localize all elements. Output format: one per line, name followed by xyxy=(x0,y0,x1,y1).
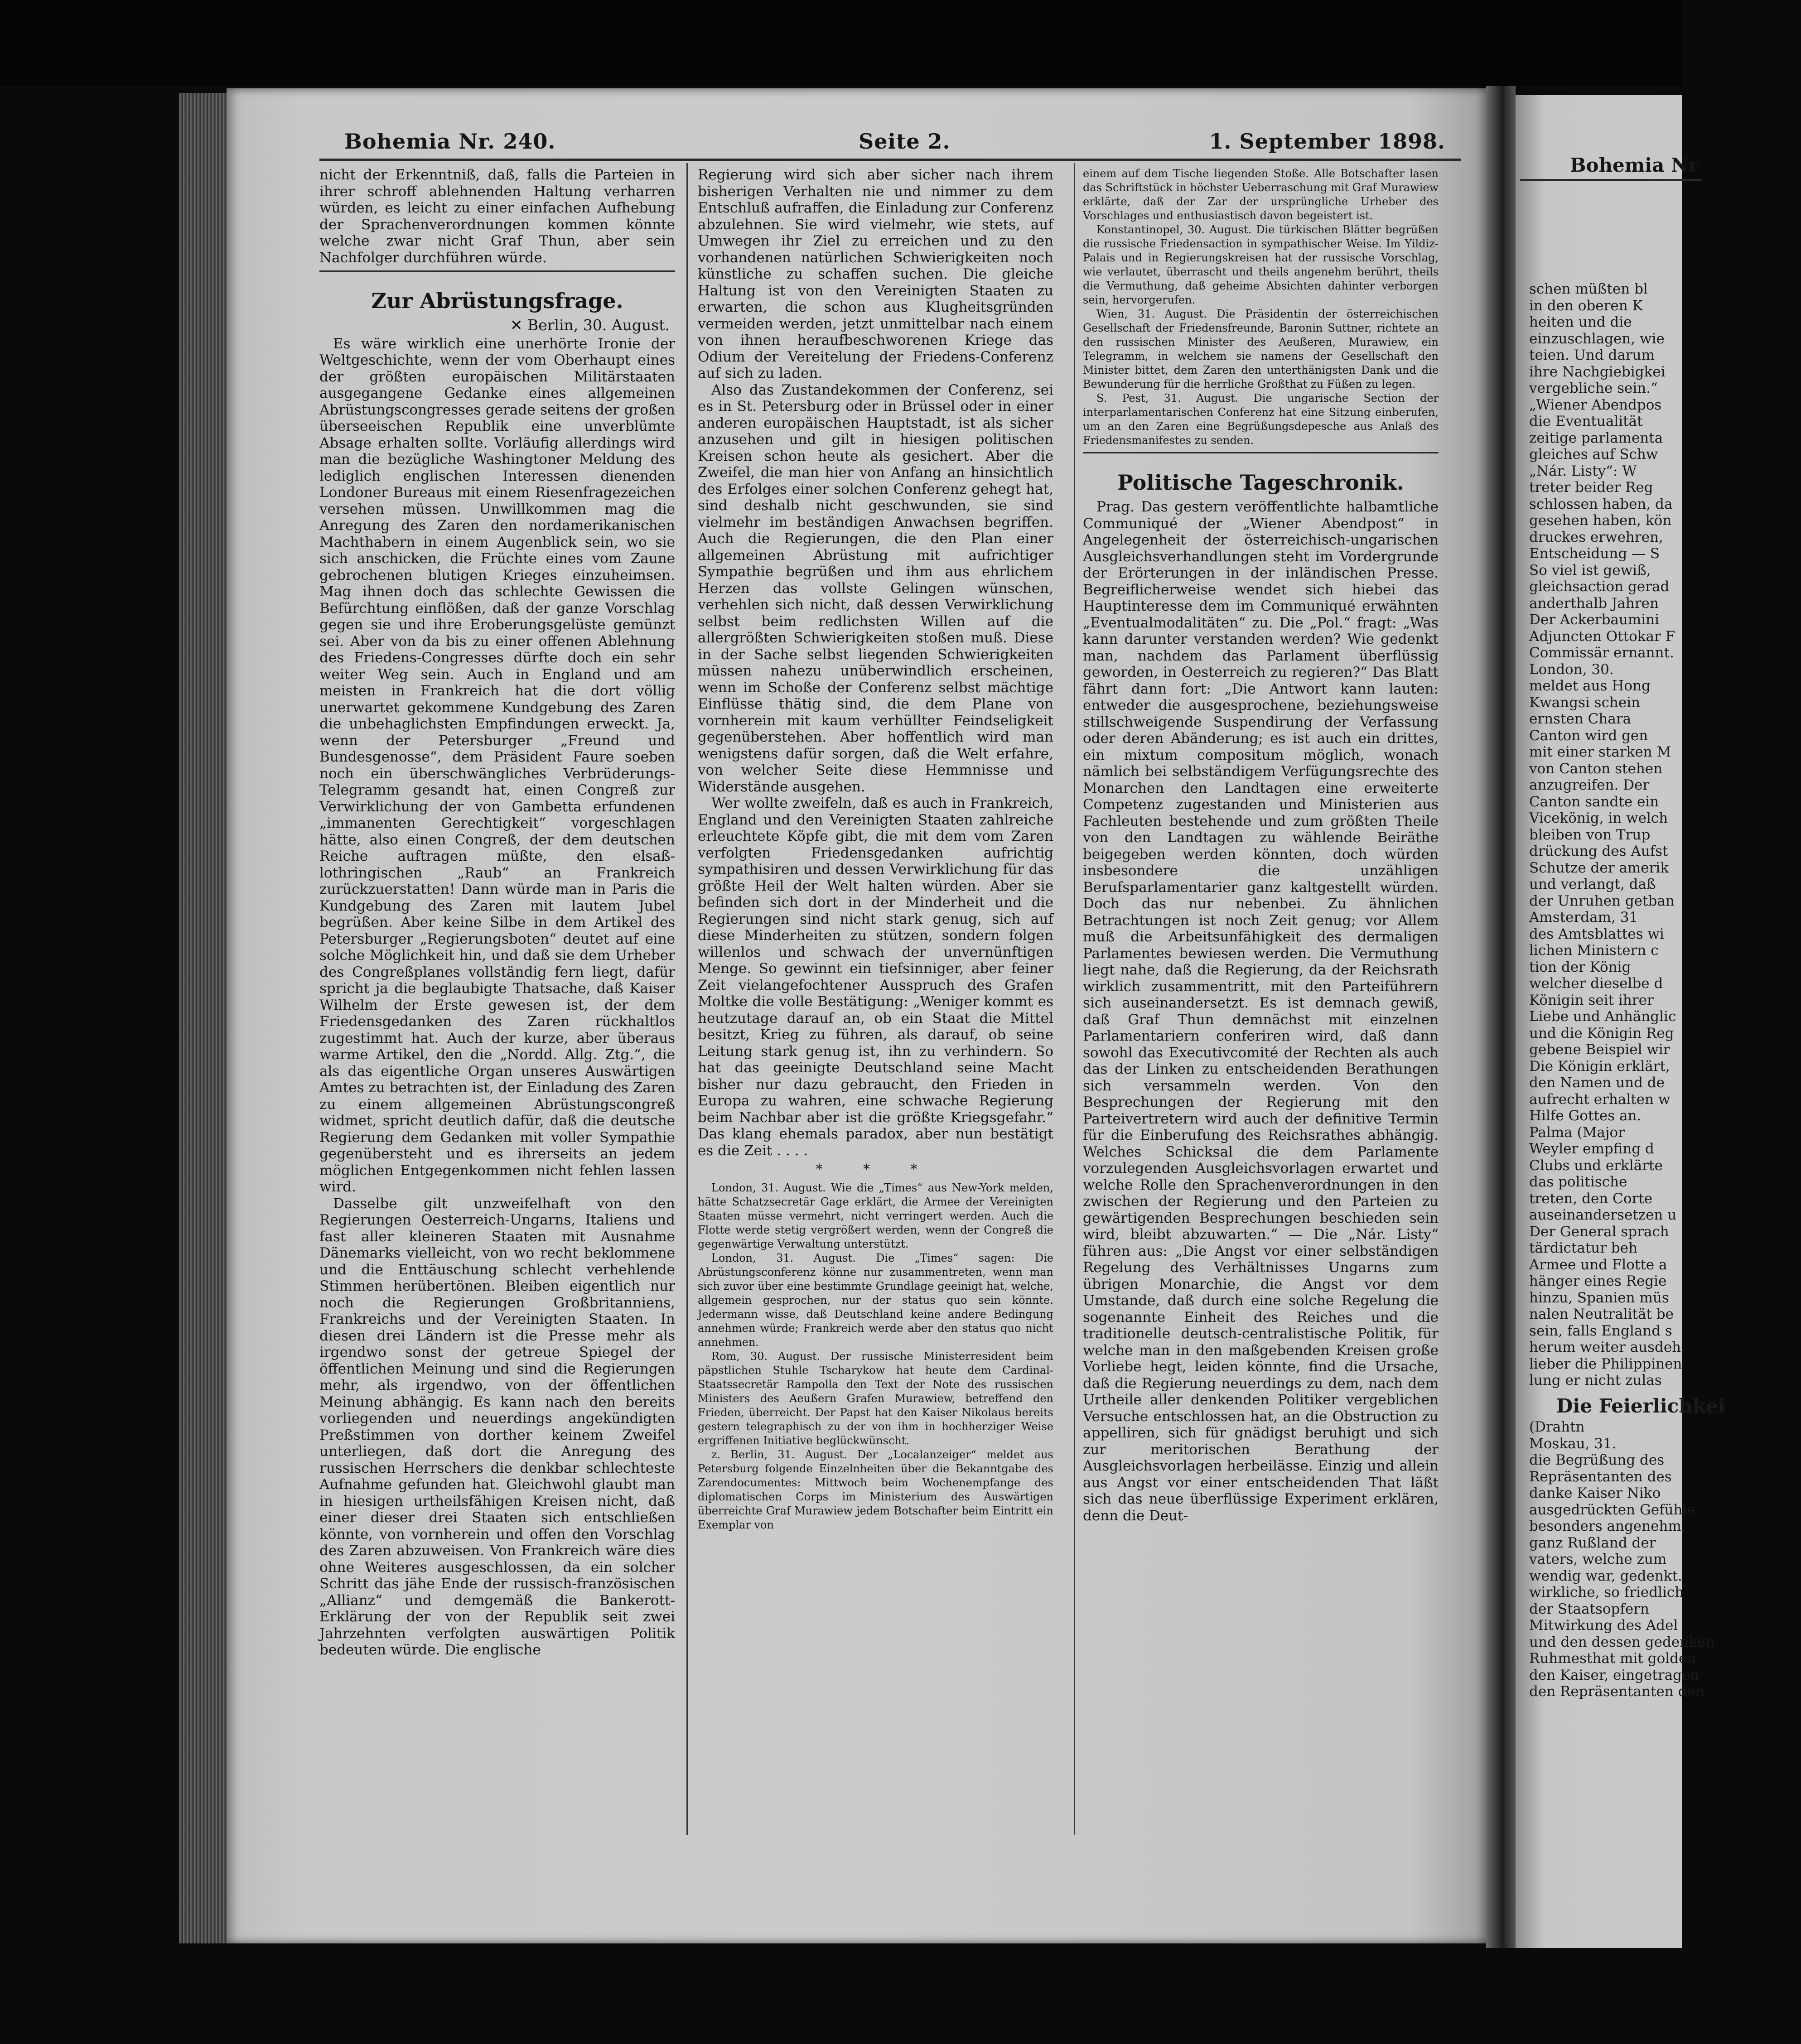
text-line: Vicekönig, in welch xyxy=(1529,810,1668,826)
text-line: auseinandersetzen u xyxy=(1529,1207,1677,1223)
text-line: treten, den Corte xyxy=(1529,1190,1653,1207)
news-item: London, 31. August. Die „Times“ sagen: Die Abrüstungsconferenz könne nur zusammentreten, wenn man sich zuvor über eine bestimmte Grundlage geeinigt hat, welche, allgemein gesprochen, nur der status quo sein könnte. Jedermann wisse, daß Deutschland keine andere Bedingung annehmen würde; Frankreich werde aber den status quo nicht annehmen. xyxy=(698,1251,1053,1349)
header-publication: Bohemia Nr. 240. xyxy=(344,129,556,154)
text-line: So viel ist gewiß, xyxy=(1529,562,1651,578)
text-line: Liebe und Anhänglic xyxy=(1529,1008,1676,1025)
text-line: lieber die Philippinen xyxy=(1529,1355,1682,1372)
column-1 xyxy=(319,167,675,1834)
book-gutter xyxy=(1486,86,1516,1948)
facing-page-lines xyxy=(1529,1419,1801,1700)
text-line: den Kaiser, eingetragen xyxy=(1529,1667,1700,1683)
text-line: tärdictatur beh xyxy=(1529,1240,1638,1256)
text-line: Palma (Major xyxy=(1529,1124,1625,1141)
facing-page-lines xyxy=(1529,281,1801,1389)
section-rule xyxy=(1083,452,1439,453)
text-line: Adjuncten Ottokar F xyxy=(1529,628,1675,645)
text-line: Schutze der amerik xyxy=(1529,859,1669,876)
column-3 xyxy=(1083,167,1439,1834)
text-line: gleichsaction gerad xyxy=(1529,578,1670,595)
text-line: der Staatsopfern xyxy=(1529,1600,1649,1617)
text-line: zeitige parlamenta xyxy=(1529,429,1663,446)
header-rule xyxy=(1520,179,1701,181)
dateline: ✕ Berlin, 30. August. xyxy=(510,316,670,334)
text-line: aufrecht erhalten w xyxy=(1529,1091,1671,1108)
text-line: den Repräsentanten den xyxy=(1529,1683,1704,1700)
text-line: London, 30. xyxy=(1529,661,1614,678)
column-divider xyxy=(1074,163,1075,1835)
text-line: Hilfe Gottes an. xyxy=(1529,1108,1642,1124)
text-line: Königin seit ihrer xyxy=(1529,992,1654,1008)
header-page-number: Seite 2. xyxy=(859,129,951,154)
text-line: in den oberen K xyxy=(1529,297,1643,314)
text-line: Der General sprach xyxy=(1529,1223,1669,1240)
text-line: anderthalb Jahren xyxy=(1529,595,1659,612)
text-line: Canton wird gen xyxy=(1529,727,1648,744)
text-line: teien. Und darum xyxy=(1529,347,1655,363)
text-line: ihre Nachgiebigkei xyxy=(1529,363,1666,380)
article-heading: Zur Abrüstungsfrage. xyxy=(371,289,623,313)
text-line: ernsten Chara xyxy=(1529,711,1632,727)
facing-page-heading: Die Feierlichkei xyxy=(1556,1394,1725,1417)
text-line: wendig war, gedenkt. xyxy=(1529,1567,1682,1584)
text-line: vaters, welche zum xyxy=(1529,1551,1667,1567)
header-date: 1. September 1898. xyxy=(1209,129,1445,154)
paragraph: Also das Zustandekommen der Conferenz, sei es in St. Petersburg oder in Brüssel oder in einer anderen europäischen Hauptstadt, ist als sicher anzusehen und gilt in hiesigen politischen Kreisen schon heute als gesichert. Aber die Zweifel, die man hier von Anfang an hinsichtlich des Erfolges einer solchen Conferenz gehegt hat, sind deshalb nicht geschwunden, sie sind vielmehr im beständigen Anwachsen begriffen. Auch die Regierungen, die den Plan einer allgemeinen Abrüstung mit aufrichtiger Sympathie begrüßen und ihm aus ehrlichem Herzen das vollste Gelingen wünschen, verhehlen sich nicht, daß dessen Verwirklichung selbst beim redlichsten Willen auf die allergrößten Schwierigkeiten stoßen muß. Diese in der Sache selbst liegenden Schwierigkeiten müssen nahezu unüberwindlich erscheinen, wenn im Schoße der Conferenz selbst mächtige Einflüsse thätig sind, die dem Plane von vornherein mit kaum verhüllter Feindseligkeit gegenüberstehen. Aber hoffentlich wird man wenigstens dafür sorgen, daß die Welt erfahre, von welcher Seite diese Hemmnisse und Widerstände ausgehen. xyxy=(698,381,1053,795)
text-line: den Namen und de xyxy=(1529,1075,1665,1091)
text-line: Moskau, 31. xyxy=(1529,1435,1617,1452)
section-separator: * * * xyxy=(816,1162,936,1177)
text-line: die Begrüßung des xyxy=(1529,1452,1665,1468)
text-line: und den dessen gedenken xyxy=(1529,1634,1715,1650)
news-item: Wien, 31. August. Die Präsidentin der österreichischen Gesellschaft der Friedensfreunde, Baronin Suttner, richtete an den russischen Minister des Aeußeren, Murawiew, ein Telegramm, in welchem sie namens der Gesellschaft den Minister bittet, dem Zaren den unterthänigsten Dank und die Bewunderung für die herrliche Großthat zu Füßen zu legen. xyxy=(1083,308,1439,390)
text-line: von Canton stehen xyxy=(1529,760,1663,777)
text-line: wirkliche, so friedlich xyxy=(1529,1584,1684,1600)
text-line: gleiches auf Schw xyxy=(1529,446,1658,463)
text-line: gesehen haben, kön xyxy=(1529,512,1672,529)
text-line: der Unruhen getban xyxy=(1529,892,1675,909)
text-line: (Drahtn xyxy=(1529,1419,1585,1435)
news-item: Rom, 30. August. Der russische Ministerresident beim päpstlichen Stuhle Tscharykow hat heute dem Cardinal-Staatssecretär Rampolla den Text der Note des russischen Ministers des Aeußern Grafen Murawiew, betreffend den Frieden, überreicht. Der Papst hat den Kaiser Nikolaus bereits gestern telegraphisch zu der von ihm in hochherziger Weise ergriffenen Initiative beglückwünscht. xyxy=(698,1350,1053,1447)
text-line: „Wiener Abendpos xyxy=(1529,396,1662,413)
text-line: ausgedrückten Gefühle xyxy=(1529,1501,1695,1518)
text-line: hinzu, Spanien müs xyxy=(1529,1289,1669,1306)
text-line: des Amtsblattes wi xyxy=(1529,926,1664,942)
text-line: tion der König xyxy=(1529,959,1631,975)
text-line: nalen Neutralität be xyxy=(1529,1306,1674,1322)
text-line: Entscheidung — S xyxy=(1529,545,1660,562)
text-line: Commissär ernannt. xyxy=(1529,645,1674,661)
facing-page-text xyxy=(1529,281,1801,1700)
text-line: danke Kaiser Niko xyxy=(1529,1485,1661,1501)
text-line: herum weiter ausdeh xyxy=(1529,1339,1681,1355)
section-rule xyxy=(319,270,675,272)
text-line: schlossen haben, da xyxy=(1529,496,1673,512)
text-line: lichen Ministern c xyxy=(1529,942,1659,959)
text-line: vergebliche sein.“ xyxy=(1529,380,1658,396)
text-line: anzugreifen. Der xyxy=(1529,777,1650,793)
news-item: S. Pest, 31. August. Die ungarische Section der interparlamentarischen Conferenz hat eine Sitzung einberufen, um an den Zaren eine Begrüßungsdepesche aus Anlaß des Friedensmanifestes zu senden. xyxy=(1083,392,1439,447)
news-item: z. Berlin, 31. August. Der „Localanzeiger“ meldet aus Petersburg folgende Einzelnheiten über die Bekanntgabe des Zarendocumentes: Mittwoch beim Wochenempfange des diplomatischen Corps im Ministerium des Auswärtigen überreichte Graf Murawiew jedem Botschafter beim Eintritt ein Exemplar von xyxy=(698,1448,1053,1531)
text-line: Armee und Flotte a xyxy=(1529,1256,1667,1273)
text-line: Die Königin erklärt, xyxy=(1529,1058,1670,1075)
text-line: treter beider Reg xyxy=(1529,479,1653,496)
text-line: schen müßten bl xyxy=(1529,281,1648,297)
text-line: heiten und die xyxy=(1529,314,1632,330)
text-line: und verlangt, daß xyxy=(1529,876,1656,892)
text-line: mit einer starken M xyxy=(1529,744,1671,760)
paragraph: nicht der Erkenntniß, daß, falls die Parteien in ihrer schroff ablehnenden Haltung verharren würden, es leicht zu einer einfachen Aufhebung der Sprachenverordnungen kommen könnte welche zwar nicht Graf Thun, aber sein Nachfolger durchführen würde. xyxy=(319,167,675,266)
paragraph: Es wäre wirklich eine unerhörte Ironie der Weltgeschichte, wenn der vom Oberhaupt eines der größten europäischen Militärstaaten ausgegangene Gedanke eines allgemeinen Abrüstungscongresses gerade seitens der großen überseeischen Republik eine unverblümte Absage erhalten sollte. Vorläufig allerdings wird man die bezügliche Washingtoner Meldung des lediglich englischen Interessen dienenden Londoner Bureaus mit einem Riesenfragezeichen versehen müssen. Unwillkommen mag die Anregung des Zaren den nordamerikanischen Machthabern in einem Augenblick sein, wo sie sich anschicken, die Früchte eines vom Zaune gebrochenen blutigen Krieges einzuheimsen. Mag ihnen doch das schlechte Gewissen die Befürchtung einflößen, daß der ganze Vorschlag gegen sie und ihre Eroberungsgelüste gemünzt sei. Aber von da bis zu einer offenen Ablehnung des Friedens-Congresses dürfte doch ein sehr weiter Weg sein. Auch in England und am meisten in Frankreich hat die dort völlig unerwartet gekommene Kundgebung des Zaren die unbehaglichsten Empfindungen erweckt. Ja, wenn der Petersburger „Freund und Bundesgenosse“, dem Präsident Faure soeben noch ein überschwängliches Verbrüderungs-Telegramm gesandt hat, einen Congreß zur Verwirklichung der von Gambetta erfundenen „immanenten Gerechtigkeit“ vorgeschlagen hätte, also einen Congreß, der dem deutschen Reiche auftragen müßte, den elsaß-lothringischen „Raub“ an Frankreich zurückzuerstatten! Dann würde man in Paris die Kundgebung des Zaren mit lautem Jubel begrüßen. Aber keine Silbe in dem Artikel des Petersburger „Regierungsboten“ deutet auf eine solche Möglichkeit hin, und daß sie dem Urheber des Congreßplanes vollständig fern liegt, dafür spricht ja die beglaubigte Thatsache, daß Kaiser Wilhelm der Erste gewesen ist, der dem Friedensgedanken des Zaren rückhaltlos zugestimmt hat. Auch der kurze, aber überaus warme Artikel, den die „Nordd. Allg. Ztg.“, die als das eigentliche Organ unseres Auswärtigen Amtes zu betrachten ist, der Einladung des Zaren zu einem allgemeinen Abrüstungscongreß widmet, spricht deutlich dafür, daß die deutsche Regierung dem Gedanken mit voller Sympathie gegenübersteht und es ihrerseits an jedem möglichen Entgegenkommen nicht fehlen lassen wird. xyxy=(319,335,675,1195)
text-line: Repräsentanten des xyxy=(1529,1468,1672,1485)
book-page-edges xyxy=(179,93,230,1943)
text-line: Mitwirkung des Adel xyxy=(1529,1617,1678,1634)
text-line: Weyler empfing d xyxy=(1529,1141,1654,1157)
paragraph: Wer wollte zweifeln, daß es auch in Frankreich, England und den Vereinigten Staaten zahlreiche erleuchtete Köpfe gibt, die mit dem vom Zaren verfolgten Friedensgedanken aufrichtig sympathisiren und dessen Verwirklichung für das größte Heil der Welt halten würden. Aber sie befinden sich dort in der Minderheit und die Regierungen sind nicht stark genug, sich auf diese Minderheiten zu stützen, sondern folgen willenlos und schwach der unvernünftigen Menge. So gewinnt ein tiefsinniger, aber feiner Zeit vielangefochtener Ausspruch des Grafen Moltke die volle Bestätigung: „Weniger kommt es heutzutage darauf an, ob ein Staat die Mittel besitzt, Krieg zu führen, als darauf, ob seine Leitung stark genug ist, ihn zu verhindern. So hat das geeinigte Deutschland seine Macht bisher nur dazu gebraucht, den Frieden in Europa zu wahren, eine schwache Regierung beim Nachbar aber ist die größte Kriegsgefahr.“ Das klang ehemals paradox, aber nun bestätigt es die Zeit . . . . xyxy=(698,795,1053,1159)
news-item: Konstantinopel, 30. August. Die türkischen Blätter begrüßen die russische Friedensaction in sympathischer Weise. Im Yildiz-Palais und in Regierungskreisen hat der russische Vorschlag, wie verlautet, überrascht und theils angenehm berührt, theils die Vermuthung, daß geheime Absichten dahinter verborgen sein, hervorgerufen. xyxy=(1083,223,1439,306)
text-line: Der Ackerbaumini xyxy=(1529,612,1660,628)
text-line: und die Königin Reg xyxy=(1529,1025,1674,1041)
column-2 xyxy=(698,167,1053,1834)
news-item: London, 31. August. Wie die „Times“ aus New-York melden, hätte Schatzsecretär Gage erklärt, die Armee der Vereinigten Staaten müsse vermehrt, nicht verringert werden. Auch die Flotte werde stetig vergrößert werden, wenn der Congreß die gegenwärtige Verwaltung unterstützt. xyxy=(698,1181,1053,1250)
text-line: Kwangsi schein xyxy=(1529,694,1641,711)
text-line: druckes erwehren, xyxy=(1529,529,1663,545)
text-line: „Nár. Listy“: W xyxy=(1529,463,1637,479)
news-item: einem auf dem Tische liegenden Stoße. Alle Botschafter lasen das Schriftstück in höchster Ueberraschung mit Graf Murawiew erklärte, daß der Zar der ursprüngliche Urheber des Vorschlages und enthusiastisch davon begeistert ist. xyxy=(1083,167,1439,222)
facing-page xyxy=(1516,95,1725,1948)
text-line: meldet aus Hong xyxy=(1529,678,1651,694)
header-rule xyxy=(319,159,1461,161)
text-line: Canton sandte ein xyxy=(1529,793,1659,810)
text-line: einzuschlagen, wie xyxy=(1529,330,1665,347)
text-line: bleiben von Trup xyxy=(1529,826,1651,843)
text-line: Ruhmesthat mit golden xyxy=(1529,1650,1696,1667)
text-line: drückung des Aufst xyxy=(1529,843,1668,859)
text-line: besonders angenehm, xyxy=(1529,1518,1686,1534)
text-line: sein, falls England s xyxy=(1529,1322,1672,1339)
film-border xyxy=(0,0,1682,86)
paragraph: Prag. Das gestern veröffentlichte halbamtliche Communiqué der „Wiener Abendpost“ in Angelegenheit der österreichisch-ungarischen Ausgleichsverhandlungen steht im Vordergrunde der Erörterungen in der inländischen Presse. Begreiflicherweise wendet sich hiebei das Hauptinteresse dem im Communiqué erwähnten „Eventualmodalitäten“ zu. Die „Pol.“ fragt: „Was kann darunter verstanden werden? Wie gedenkt man, nachdem das Parlament überflüssig geworden, in Oesterreich zu regieren?“ Das Blatt fährt dann fort: „Die Antwort kann lauten: entweder die ausgesprochene, beziehungsweise stillschweigende Suspendirung der Verfassung oder deren Abänderung; es ist auch ein drittes, ein mixtum compositum möglich, wonach nämlich bei selbständigem Verfügungsrechte des Monarchen den Landtagen eine erweiterte Competenz zugestanden und Ministerien aus Fachleuten bestehende und zum größten Theile von den Landtagen zu wählende Beiräthe beigegeben werden könnten, doch würden insbesondere die unzähligen Berufsparlamentarier ganz kaltgestellt würden. Doch das nur nebenbei. Zu ähnlichen Betrachtungen ist noch Zeit genug; vor Allem muß die Arbeitsunfähigkeit des dermaligen Parlamentes bewiesen werden. Die Vermuthung liegt nahe, daß die Regierung, da der Reichsrath wirklich zusammentritt, mit den Parteiführern sich auseinandersetzt. Es ist demnach gewiß, daß Graf Thun demnächst mit einzelnen Parlamentariern conferiren wird, daß dann sowohl das Executivcomité der Rechten als auch das der Linken zu entscheidenden Berathungen sich versammeln werden. Von den Besprechungen der Regierung mit den Parteivertretern wird auch der definitive Termin für die Einberufung des Reichsrathes abhängig. Welches Schicksal die dem Parlamente vorzulegenden Ausgleichsvorlagen erwartet und welche Rolle den Sprachenverordnungen in den zwischen der Regierung und den Parteien zu gewärtigenden Besprechungen beschieden sein wird, bleibt abzuwarten.“ — Die „Nár. Listy“ führen aus: „Die Angst vor einer selbständigen Regelung des Verhältnisses Ungarns zum übrigen Monarchie, die Angst vor dem Umstande, daß durch eine solche Regelung die sogenannte Einheit des Reiches und die traditionelle deutsch-centralistische Politik, für welche man in den maßgebenden Kreisen große Vorliebe hegt, leiden könnte, find die Ursache, daß die Regierung neuerdings zu dem, nach dem Urtheile aller denkenden Politiker vergeblichen Versuche entschlossen hat, an die Obstruction zu appelliren, sich für gnädigst beruhigt und sich zur meritorischen Berathung der Ausgleichsvorlagen herbeilässe. Einzig und allein aus Angst vor einer entscheidenden That läßt sich das neue überflüssige Experiment erklären, denn die Deut- xyxy=(1083,499,1439,1524)
text-line: das politische xyxy=(1529,1174,1627,1190)
text-line: Amsterdam, 31 xyxy=(1529,909,1638,926)
text-line: lung er nicht zulas xyxy=(1529,1372,1662,1388)
text-line: gebene Beispiel wir xyxy=(1529,1041,1670,1058)
section-heading: Politische Tageschronik. xyxy=(1117,470,1404,495)
paragraph: Dasselbe gilt unzweifelhaft von den Regierungen Oesterreich-Ungarns, Italiens und fast aller kleineren Staaten mit Ausnahme Dänemarks vielleicht, von wo recht beklommene und die Enttäuschung schlecht verhehlende Stimmen herübertönen. Bleiben eigentlich nur noch die Regierungen Großbritanniens, Frankreichs und der Vereinigten Staaten. In diesen drei Ländern ist die Presse mehr als irgendwo sonst der getreue Spiegel der öffentlichen Meinung und sind die Regierungen mehr, als irgendwo, von der öffentlichen Meinung abhängig. Es kann nach den bereits vorliegenden und neuerdings angekündigten Preßstimmen von dorther keinem Zweifel unterliegen, daß dort die Anregung des russischen Herrschers die denkbar schlechteste Aufnahme gefunden hat. Gleichwohl glaubt man in hiesigen urtheilsfähigen Kreisen nicht, daß einer dieser drei Staaten sich entschließen könnte, von vornherein und offen den Vorschlag des Zaren abzuweisen. Von Frankreich wäre dies ohne Weiteres ausgeschlossen, da ein solcher Schritt das jähe Ende der russisch-französischen „Allianz“ und demgemäß die Bankerott-Erklärung der von der Republik seit zwei Jahrzehnten verfolgten auswärtigen Politik bedeuten würde. Die englische xyxy=(319,1195,675,1658)
page-header xyxy=(344,129,1445,156)
text-line: welcher dieselbe d xyxy=(1529,975,1663,992)
text-line: Clubs und erklärte xyxy=(1529,1157,1663,1174)
text-line: ganz Rußland der xyxy=(1529,1534,1656,1551)
text-line: hänger eines Regie xyxy=(1529,1273,1667,1289)
facing-page-header: Bohemia Nr xyxy=(1570,154,1699,176)
paragraph: Regierung wird sich aber sicher nach ihrem bisherigen Verhalten nie und nimmer zu dem Entschluß aufraffen, die Einladung zur Conferenz abzulehnen. Sie wird vielmehr, wie stets, auf Umwegen ihr Ziel zu erreichen und zu den vorhandenen natürlichen Schwierigkeiten noch künstliche zu schaffen suchen. Die gleiche Haltung ist von den Vereinigten Staaten zu erwarten, die schon aus Klugheitsgründen vermeiden werden, jetzt unmittelbar nach einem von ihnen heraufbeschworenen Kriege das Odium der Vereitelung der Friedens-Conferenz auf sich zu laden. xyxy=(698,167,1053,381)
text-line: die Eventualität xyxy=(1529,413,1643,429)
column-divider xyxy=(686,163,688,1835)
